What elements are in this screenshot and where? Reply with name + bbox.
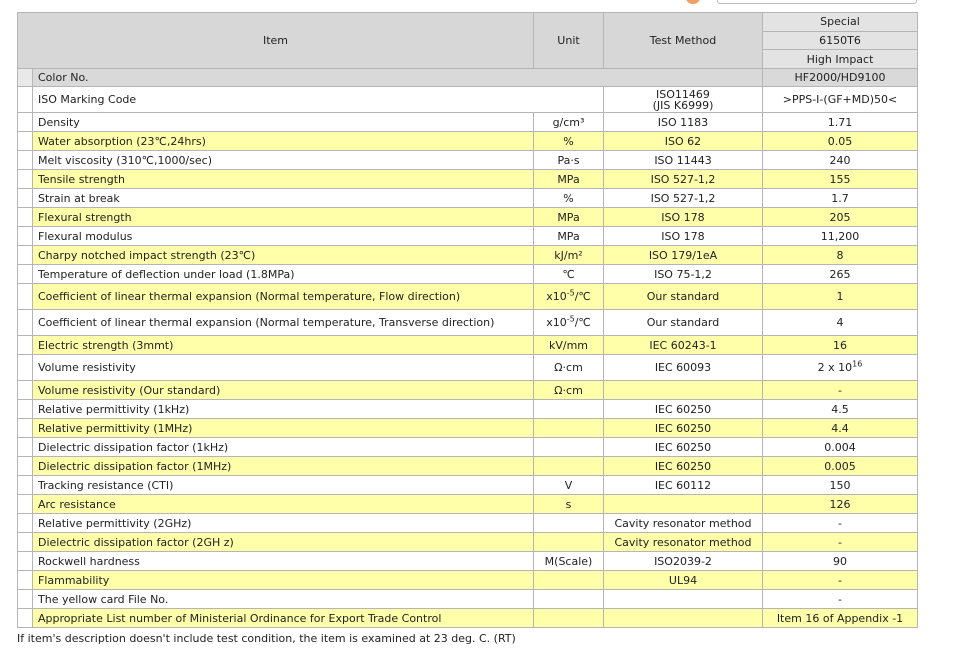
iso-marking-label [18,87,604,113]
row-gutter [18,571,33,590]
decorative-circle [686,0,700,4]
row-item-label: Relative permittivity (2GHz) [38,516,192,530]
row-method: IEC 60250 [604,400,763,419]
row-gutter [18,227,33,246]
table-row [18,265,918,284]
row-gutter [18,533,33,552]
row-item-label: Melt viscosity (310℃,1000/sec) [38,153,212,167]
row-unit: g/cm³ [534,113,604,132]
row-method: ISO 178 [604,208,763,227]
row-method [604,381,763,400]
row-unit: MPa [534,227,604,246]
row-item-label: Coefficient of linear thermal expansion (Normal temperature, Flow direction) [38,290,461,303]
row-gutter [18,310,33,336]
row-gutter [18,590,33,609]
unit-exponent: -5 [566,288,575,298]
row-method: ISO 11443 [604,151,763,170]
row-item [18,227,534,246]
row-item-label: Relative permittivity (1MHz) [38,421,193,435]
footnote: If item's description doesn't include test condition, the item is examined at 23 deg. C. (RT) [17,632,516,645]
row-gutter [18,552,33,571]
row-gutter [18,514,33,533]
row-gutter [18,265,33,284]
header-grade-class: Special [763,13,918,32]
iso-marking-value: >PPS-I-(GF+MD)50< [763,87,918,113]
row-unit [534,533,604,552]
row-item [18,438,534,457]
row-value: 205 [763,208,918,227]
row-method: IEC 60250 [604,438,763,457]
row-item-label: Strain at break [38,191,120,205]
row-unit: Ω·cm [534,381,604,400]
table-row [18,590,918,609]
row-gutter [18,170,33,189]
row-unit: V [534,476,604,495]
row-value: 0.05 [763,132,918,151]
row-item [18,571,534,590]
row-item [18,151,534,170]
row-item [18,208,534,227]
table-row [18,514,918,533]
row-unit: ℃ [534,265,604,284]
row-method: ISO 62 [604,132,763,151]
row-method: IEC 60250 [604,457,763,476]
row-value [763,355,918,381]
row-gutter [18,151,33,170]
row-method: Cavity resonator method [604,533,763,552]
row-item-label: Volume resistivity (Our standard) [38,383,221,397]
header-test-method: Test Method [604,13,763,69]
row-method: ISO 178 [604,227,763,246]
iso-method-line1: ISO11469 [656,87,710,101]
row-item-label: Appropriate List number of Ministerial Ordinance for Export Trade Control [38,611,442,625]
value-base: 2 x 10 [817,361,853,374]
row-item [18,476,534,495]
table-row [18,208,918,227]
row-item-label: Water absorption (23℃,24hrs) [38,134,206,148]
row-method: IEC 60250 [604,419,763,438]
row-item-label: Tensile strength [38,172,126,186]
row-item [18,552,534,571]
table-row [18,438,918,457]
header-item: Item [18,13,534,69]
row-value: 4.4 [763,419,918,438]
row-unit: % [534,189,604,208]
row-value: - [763,590,918,609]
row-item [18,533,534,552]
row-method: Our standard [604,284,763,310]
row-gutter [18,609,33,628]
row-item [18,457,534,476]
table-row [18,400,918,419]
row-item [18,170,534,189]
row-item-label: Density [38,115,80,129]
row-method: Cavity resonator method [604,514,763,533]
row-gutter [18,87,33,112]
row-item-label: Dielectric dissipation factor (1kHz) [38,440,229,454]
row-method: ISO 75-1,2 [604,265,763,284]
unit-base: x10 [546,290,567,303]
table-row [18,170,918,189]
row-method [604,495,763,514]
table-row-color-no [18,69,918,87]
row-item-label: Temperature of deflection under load (1.8MPa) [38,267,295,281]
table-row [18,533,918,552]
row-item-label: Dielectric dissipation factor (2GH z) [38,535,234,549]
row-value: 150 [763,476,918,495]
table-row [18,246,918,265]
iso-method-line2: (JIS K6999) [652,98,714,112]
row-gutter [18,355,33,381]
row-item [18,336,534,355]
row-gutter [18,476,33,495]
row-gutter [18,113,33,132]
row-value: 1 [763,284,918,310]
row-gutter [18,400,33,419]
row-gutter [18,208,33,227]
unit-base: x10 [546,316,567,329]
row-item [18,419,534,438]
row-item [18,189,534,208]
row-item-label: Electric strength (3mmt) [38,338,174,352]
row-unit [534,590,604,609]
header-grade-name: 6150T6 [763,31,918,50]
row-item-label: Flexural modulus [38,229,133,243]
row-value: - [763,571,918,590]
row-gutter [18,457,33,476]
row-item-label: Rockwell hardness [38,554,140,568]
row-gutter [18,495,33,514]
header-grade-type: High Impact [763,50,918,69]
row-item-label: Relative permittivity (1kHz) [38,402,190,416]
row-method: ISO 179/1eA [604,246,763,265]
row-method [604,609,763,628]
row-value: 240 [763,151,918,170]
iso-marking-method [604,87,763,113]
row-item-label: The yellow card File No. [38,592,169,606]
row-value: - [763,381,918,400]
row-method: IEC 60112 [604,476,763,495]
row-item [18,310,534,336]
table-row [18,284,918,310]
row-value: 126 [763,495,918,514]
row-item [18,609,534,628]
table-row-iso-marking [18,87,918,113]
row-value: Item 16 of Appendix -1 [763,609,918,628]
row-gutter [18,284,33,310]
row-unit: MPa [534,208,604,227]
row-item-label: Flammability [38,573,110,587]
row-item-label: Flexural strength [38,210,132,224]
row-unit [534,571,604,590]
row-item [18,495,534,514]
row-value: 4 [763,310,918,336]
color-no-label: Color No. [38,71,89,84]
table-row [18,310,918,336]
row-item [18,132,534,151]
row-unit [534,457,604,476]
row-item-label: Dielectric dissipation factor (1MHz) [38,459,232,473]
row-item-label: Charpy notched impact strength (23℃) [38,248,256,262]
table-row [18,419,918,438]
search-input-partial[interactable] [717,0,917,4]
table-row [18,495,918,514]
table-row [18,476,918,495]
row-unit [534,438,604,457]
row-value: 1.7 [763,189,918,208]
row-unit [534,609,604,628]
row-method [604,590,763,609]
row-value: 16 [763,336,918,355]
row-unit: Pa·s [534,151,604,170]
table-row [18,457,918,476]
table-row [18,132,918,151]
row-gutter [18,246,33,265]
row-gutter [18,336,33,355]
row-item [18,590,534,609]
row-item-label: Tracking resistance (CTI) [38,478,174,492]
row-unit [534,400,604,419]
row-value: 265 [763,265,918,284]
row-value: - [763,514,918,533]
row-value: - [763,533,918,552]
table-row [18,381,918,400]
unit-tail: /℃ [574,316,591,329]
row-method: ISO 527-1,2 [604,189,763,208]
row-unit: % [534,132,604,151]
row-gutter [18,381,33,400]
row-method: UL94 [604,571,763,590]
row-unit: Ω·cm [534,355,604,381]
row-value: 4.5 [763,400,918,419]
row-item-label: Coefficient of linear thermal expansion (Normal temperature, Transverse direction) [38,316,495,329]
row-unit: kJ/m² [534,246,604,265]
row-item [18,284,534,310]
row-item [18,355,534,381]
row-item [18,113,534,132]
row-method: ISO 1183 [604,113,763,132]
row-unit: kV/mm [534,336,604,355]
row-item [18,381,534,400]
table-row [18,609,918,628]
row-item [18,246,534,265]
table-row [18,113,918,132]
row-method: Our standard [604,310,763,336]
row-gutter [18,438,33,457]
row-unit: s [534,495,604,514]
unit-exponent: -5 [566,314,575,324]
unit-tail: /℃ [574,290,591,303]
row-item-label: Volume resistivity [38,361,136,374]
iso-marking-text: ISO Marking Code [38,93,137,106]
row-unit [534,284,604,310]
row-unit: M(Scale) [534,552,604,571]
row-value: 0.004 [763,438,918,457]
row-gutter [18,132,33,151]
row-item [18,265,534,284]
row-method: IEC 60243-1 [604,336,763,355]
color-no-value: HF2000/HD9100 [763,69,918,87]
properties-table [17,12,918,628]
row-method: IEC 60093 [604,355,763,381]
table-row [18,336,918,355]
row-value: 8 [763,246,918,265]
row-unit [534,419,604,438]
row-method: ISO2039-2 [604,552,763,571]
row-unit [534,310,604,336]
value-exponent: 16 [852,359,863,369]
table-row [18,552,918,571]
row-item [18,514,534,533]
table-row [18,227,918,246]
table-row [18,189,918,208]
row-unit: MPa [534,170,604,189]
header-unit: Unit [534,13,604,69]
table-row [18,571,918,590]
table-row [18,355,918,381]
row-value: 90 [763,552,918,571]
row-gutter [18,189,33,208]
row-value: 155 [763,170,918,189]
row-unit [534,514,604,533]
table-row [18,151,918,170]
row-item [18,400,534,419]
row-value: 1.71 [763,113,918,132]
row-value: 11,200 [763,227,918,246]
row-value: 0.005 [763,457,918,476]
row-method: ISO 527-1,2 [604,170,763,189]
row-gutter [18,419,33,438]
row-item-label: Arc resistance [38,497,116,511]
